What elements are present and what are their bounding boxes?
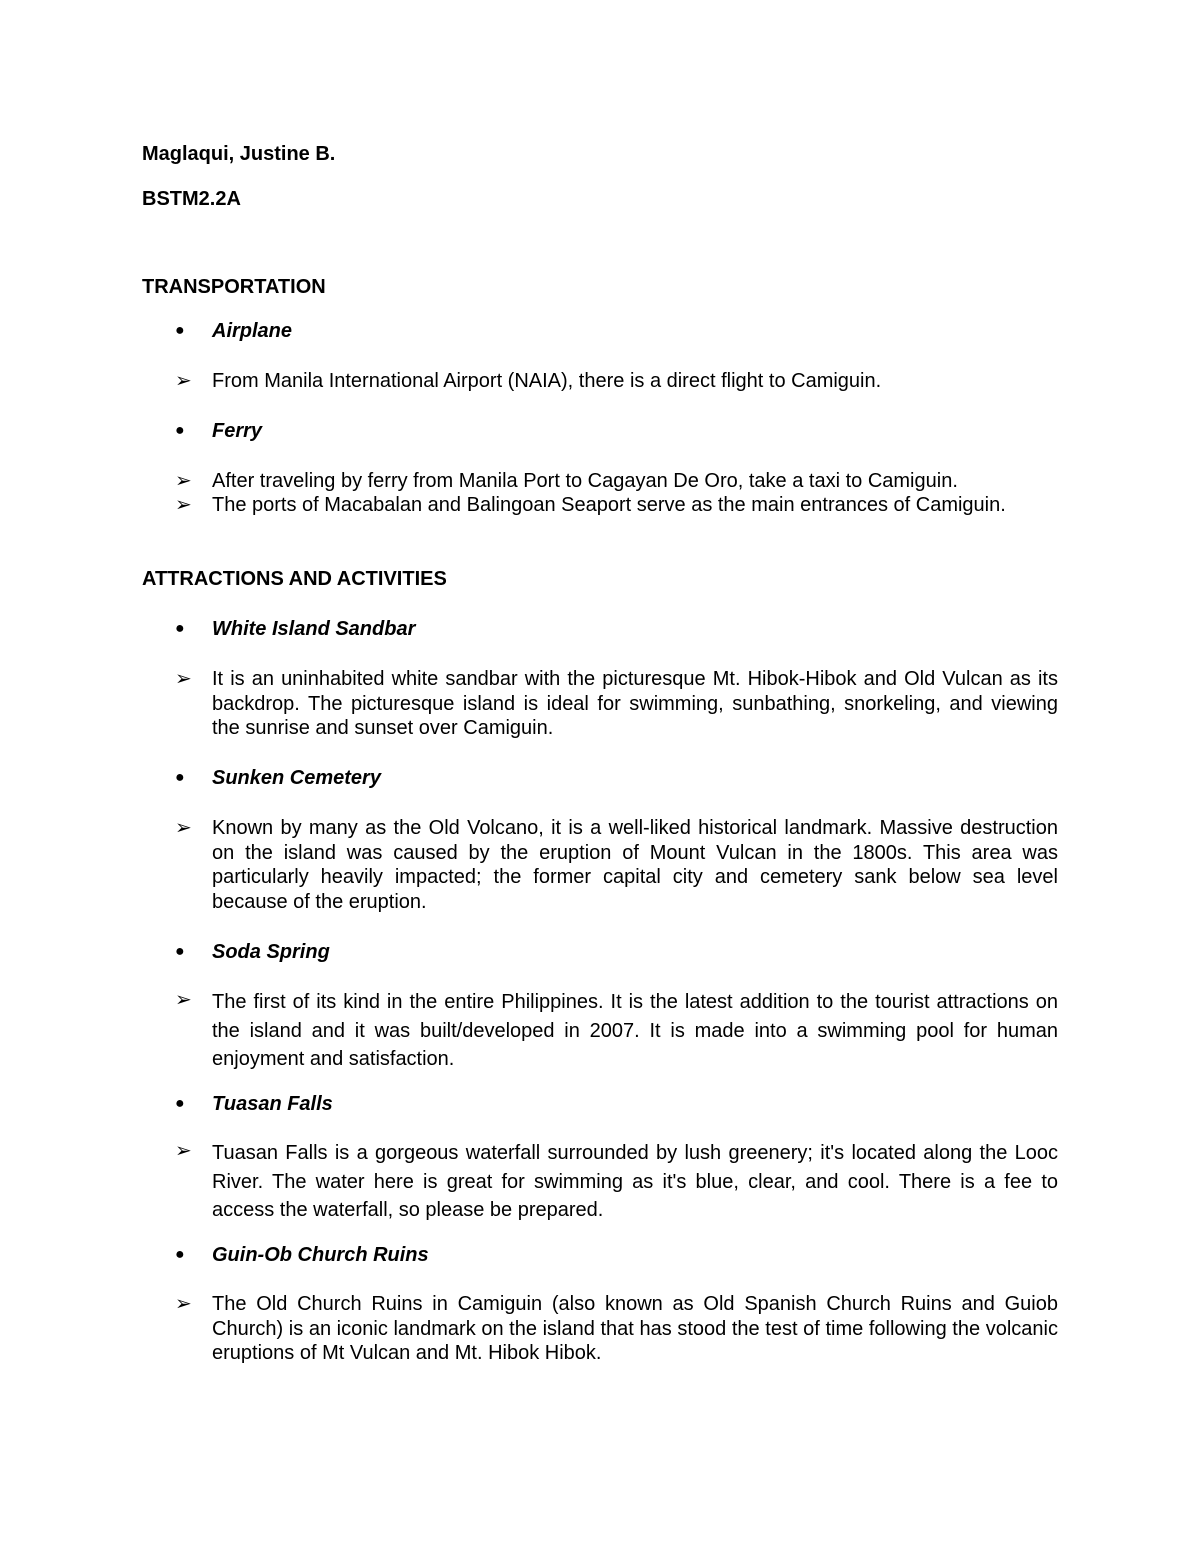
student-name: Maglaqui, Justine B. xyxy=(142,143,336,165)
bullet-icon: ● xyxy=(175,620,185,637)
arrow-bullet-icon: ➢ xyxy=(175,470,192,492)
arrow-bullet-icon: ➢ xyxy=(175,989,192,1011)
bullet-icon: ● xyxy=(175,1246,185,1263)
list-item xyxy=(175,667,1058,741)
topic-title: White Island Sandbar xyxy=(212,618,416,640)
list-item xyxy=(175,369,1058,394)
point-text: Tuasan Falls is a gorgeous waterfall surrounded by lush greenery; it's located along the Looc River. The water here is great for swimming as it's blue, clear, and cool. There is a fee to access the waterfall, so please be prepared. xyxy=(212,1142,1058,1221)
student-section: BSTM2.2A xyxy=(142,188,241,210)
bullet-icon: ● xyxy=(175,943,185,960)
bullet-icon: ● xyxy=(175,322,185,339)
bullet-icon: ● xyxy=(175,1095,185,1112)
list-item xyxy=(175,1139,1058,1225)
arrow-bullet-icon: ➢ xyxy=(175,668,192,690)
list-item xyxy=(175,988,1058,1074)
topic-title: Sunken Cemetery xyxy=(212,767,381,789)
topic-title: Guin-Ob Church Ruins xyxy=(212,1244,429,1266)
point-text: From Manila International Airport (NAIA), there is a direct flight to Camiguin. xyxy=(212,370,882,392)
list-item xyxy=(175,469,1058,494)
topic-title: Soda Spring xyxy=(212,941,330,963)
topic-title: Ferry xyxy=(212,420,263,442)
arrow-bullet-icon: ➢ xyxy=(175,494,192,516)
point-text: It is an uninhabited white sandbar with the picturesque Mt. Hibok-Hibok and Old Vulcan as its backdrop. The picturesque island is ideal for swimming, sunbathing, snorkeling, and viewing the sunrise and sunset over Camiguin. xyxy=(212,668,1058,739)
transportation-heading: TRANSPORTATION xyxy=(142,276,326,298)
topic-title: Airplane xyxy=(212,320,293,342)
point-text: The ports of Macabalan and Balingoan Seaport serve as the main entrances of Camiguin. xyxy=(212,494,1006,516)
arrow-bullet-icon: ➢ xyxy=(175,817,192,839)
bullet-icon: ● xyxy=(175,769,185,786)
point-text: Known by many as the Old Volcano, it is a well-liked historical landmark. Massive destruction on the island was caused by the eruption of Mount Vulcan in the 1800s. This area was particularly heavily impacted; the former capital city and cemetery sank below sea level because of the eruption. xyxy=(212,817,1058,913)
list-item xyxy=(175,816,1058,914)
arrow-bullet-icon: ➢ xyxy=(175,1140,192,1162)
list-item xyxy=(175,493,1058,518)
attractions-heading: ATTRACTIONS AND ACTIVITIES xyxy=(142,568,447,590)
list-item xyxy=(175,1292,1058,1366)
bullet-icon: ● xyxy=(175,422,185,439)
point-text: The first of its kind in the entire Philippines. It is the latest addition to the tourist attractions on the island and it was built/developed in 2007. It is made into a swimming pool for human enjoyment and satisfaction. xyxy=(212,991,1058,1070)
point-text: The Old Church Ruins in Camiguin (also known as Old Spanish Church Ruins and Guiob Church) is an iconic landmark on the island that has stood the test of time following the volcanic eruptions of Mt Vulcan and Mt. Hibok Hibok. xyxy=(212,1293,1058,1364)
arrow-bullet-icon: ➢ xyxy=(175,1293,192,1315)
point-text: After traveling by ferry from Manila Port to Cagayan De Oro, take a taxi to Camiguin. xyxy=(212,470,958,492)
arrow-bullet-icon: ➢ xyxy=(175,370,192,392)
topic-title: Tuasan Falls xyxy=(212,1093,333,1115)
